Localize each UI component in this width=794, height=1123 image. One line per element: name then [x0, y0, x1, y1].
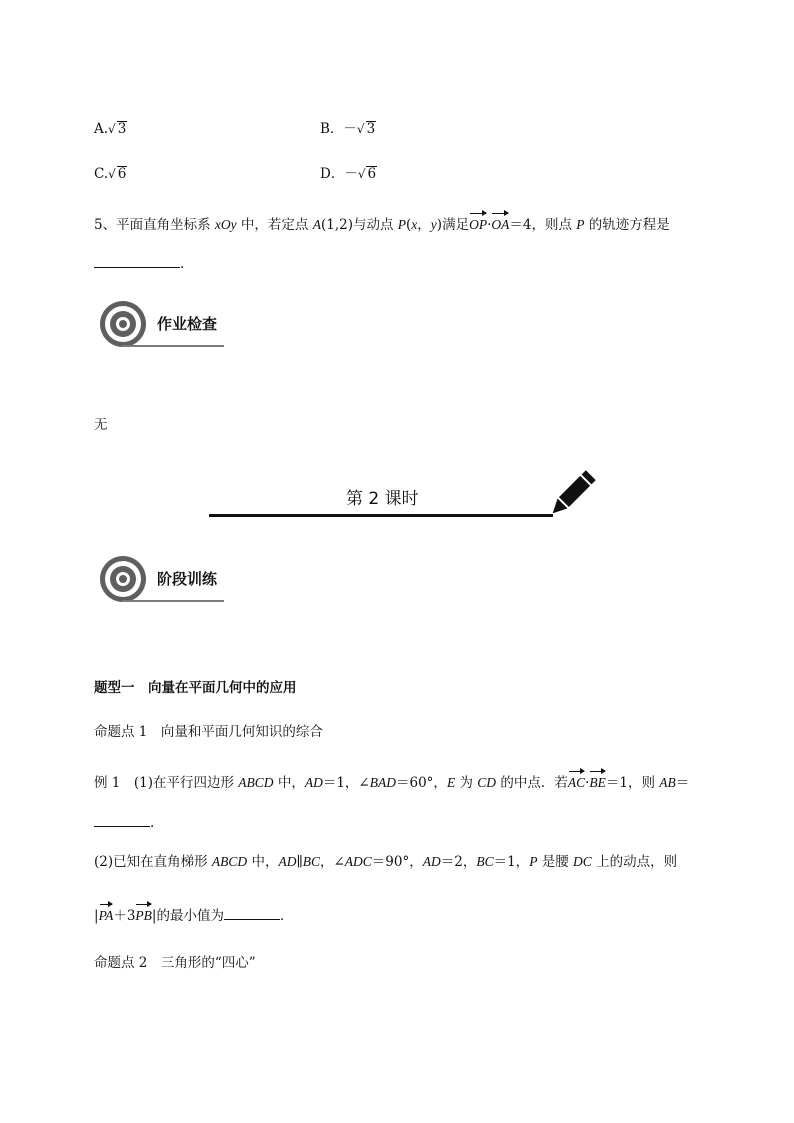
q5-text: 的轨迹方程是 [584, 217, 670, 233]
ex2-text: ＝1， [493, 854, 530, 870]
answer-blank[interactable] [224, 905, 280, 920]
abs-bar: | [94, 908, 99, 924]
ex1-text: · [585, 775, 590, 791]
q5-math: P [397, 217, 407, 232]
ex2-math: ABCD [211, 854, 248, 869]
homework-text: 无 [94, 417, 108, 433]
ex1-text: 的中点．若 [496, 775, 568, 791]
q5-math: x [411, 217, 418, 232]
ex2-end: ． [279, 908, 294, 924]
option-c-radicand: 6 [117, 166, 127, 182]
section-title: 阶段训练 [157, 570, 218, 588]
ex2-math: AD [422, 854, 441, 869]
section-header-homework [100, 301, 224, 351]
option-b-radicand: 3 [366, 121, 376, 137]
ex1-math: E [446, 775, 456, 790]
q5-text: 中，若定点 [236, 217, 313, 233]
option-d-label: D．－ [320, 166, 358, 182]
vector-ac: AC [568, 773, 585, 793]
ex1-answer-line [94, 812, 154, 833]
sqrt-icon: √ [108, 122, 116, 136]
ex2-text: ＋3 [113, 908, 136, 924]
ex2-text: 的最小值为 [156, 908, 224, 924]
target-icon-core [119, 320, 127, 328]
question-5 [94, 215, 670, 235]
ex2-math: DC [573, 854, 592, 869]
q5-math: y [430, 217, 437, 232]
vector-be: BE [589, 773, 606, 793]
option-a-label: A. [94, 121, 109, 137]
q5-text: 5、平面直角坐标系 [94, 217, 215, 233]
sqrt-icon: √ [356, 122, 365, 136]
section-underline [122, 345, 224, 347]
ex1-text: ＝1，则 [605, 775, 660, 791]
ex2-math: AD [278, 854, 297, 869]
ex1-math: AD [304, 775, 323, 790]
vector-pb: PB [135, 906, 152, 926]
ex2-text: ＝2， [440, 854, 477, 870]
ex1-math: ABCD [238, 775, 274, 790]
ex1-text: 为 [455, 775, 478, 791]
q5-answer-line [94, 253, 184, 274]
proposition-heading: 命题点 1 向量和平面几何知识的综合 [94, 724, 323, 740]
sqrt-icon: √ [357, 167, 366, 181]
q5-text: · [487, 217, 492, 233]
vector-oa: OA [491, 215, 509, 235]
ex2-math: BC [476, 854, 494, 869]
q5-math: xOy [214, 217, 237, 232]
ex2-text: 上的动点，则 [591, 854, 678, 870]
section-underline [122, 600, 224, 602]
ex2-math: P [529, 854, 538, 869]
ex2-text: ∥ [296, 854, 303, 870]
option-a-radicand: 3 [117, 121, 127, 137]
ex2-text: 中， [247, 854, 279, 870]
q5-text: ， [417, 217, 431, 233]
target-icon-core [119, 575, 127, 583]
ex1-math: CD [477, 775, 497, 790]
ex1-text: ＝60°， [396, 775, 447, 791]
type-heading: 题型一 向量在平面几何中的应用 [94, 680, 297, 696]
sqrt-icon: √ [108, 167, 116, 181]
section-title: 作业检查 [157, 315, 218, 333]
ex1-text: 中， [273, 775, 305, 791]
abs-bar: | [151, 908, 157, 924]
section-header-training [100, 556, 224, 606]
pencil-icon [546, 469, 596, 521]
q5-text: (1,2)与动点 [320, 217, 398, 233]
ex1-end: . [150, 815, 155, 831]
q5-math: P [576, 217, 585, 232]
ex2-math: BC [302, 854, 320, 869]
ex2-text: (2)已知在直角梯形 [94, 854, 212, 870]
option-c [94, 164, 127, 184]
ex1-text: ＝1，∠ [322, 775, 370, 791]
ex1-math: AB [659, 775, 676, 790]
ex2-line-2 [94, 905, 293, 926]
option-d [320, 164, 377, 184]
vector-pa: PA [99, 906, 114, 926]
q5-text: ( [406, 217, 412, 233]
answer-blank[interactable] [94, 253, 180, 268]
ex2-text: ，∠ [319, 854, 345, 870]
option-d-radicand: 6 [367, 166, 377, 182]
example-1-part-2 [94, 852, 677, 872]
option-a [94, 119, 127, 139]
ex2-text: 是腰 [537, 854, 574, 870]
q5-text: )满足 [436, 217, 470, 233]
q5-text: ＝4，则点 [509, 217, 577, 233]
q5-math: A [312, 217, 321, 232]
option-b-label: B．－ [320, 121, 357, 137]
example-1-part-1 [94, 773, 689, 793]
proposition-heading: 命题点 2 三角形的“四心” [94, 955, 256, 971]
ex1-text: ＝ [675, 775, 690, 791]
q5-end: . [180, 256, 185, 272]
option-b [320, 119, 376, 139]
ex2-math: ADC [344, 854, 372, 869]
ex1-text: 例 1 (1)在平行四边形 [94, 775, 239, 791]
lesson-divider [209, 514, 553, 517]
ex1-math: BAD [369, 775, 396, 790]
answer-blank[interactable] [94, 812, 150, 827]
vector-op: OP [469, 215, 487, 235]
ex2-text: ＝90°， [371, 854, 423, 870]
option-c-label: C. [94, 166, 109, 182]
lesson-title: 第 2 课时 [346, 489, 419, 509]
